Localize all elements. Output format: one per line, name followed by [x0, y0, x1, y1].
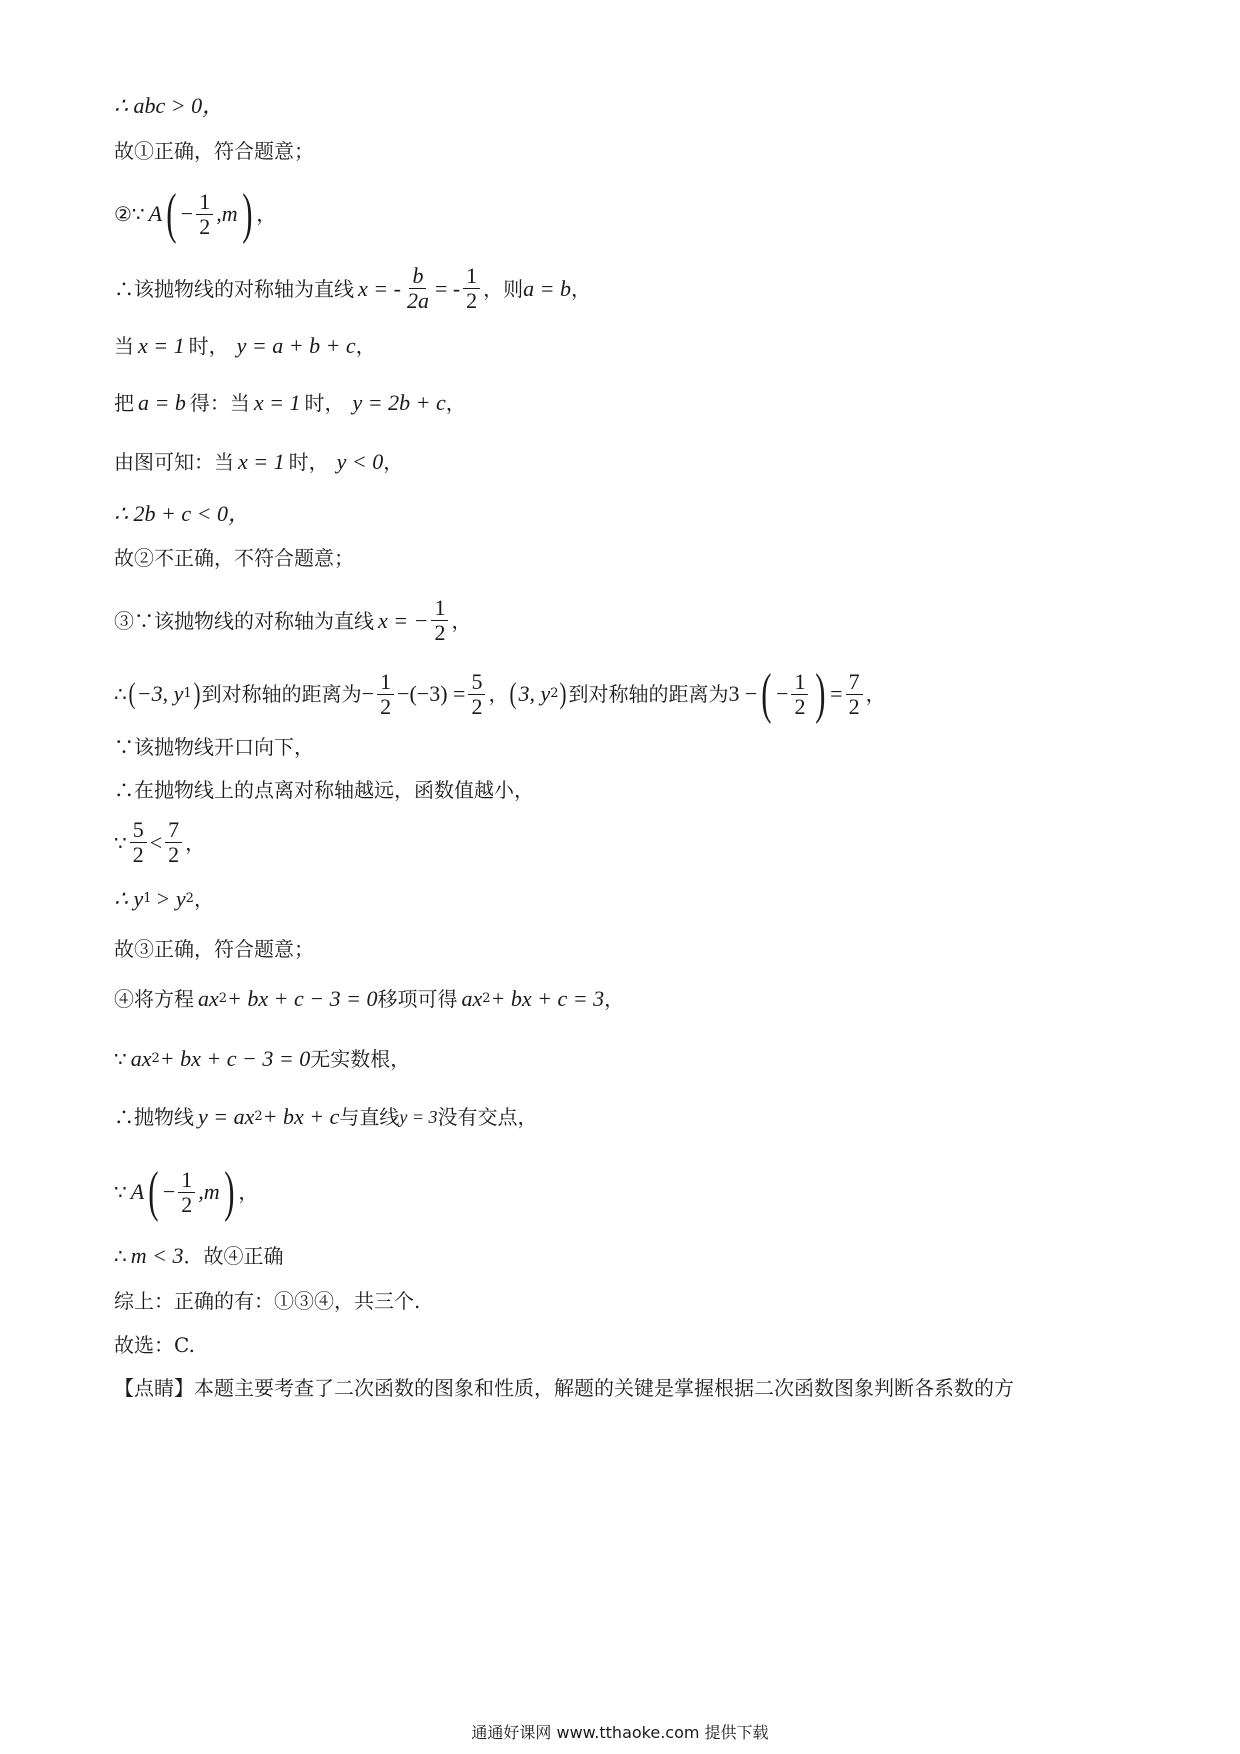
text: y = ax — [198, 1104, 255, 1129]
fraction — [791, 670, 808, 719]
text: 故②不正确，不符合题意； — [114, 546, 354, 570]
text: ， — [865, 682, 886, 706]
line-answer — [114, 1333, 195, 1357]
line-axis — [114, 264, 591, 313]
text: x = - — [358, 275, 401, 301]
minus: − — [162, 1179, 176, 1204]
text: 综上：正确的有：①③④，共三个. — [114, 1289, 421, 1313]
fraction — [377, 670, 394, 719]
text: ，则 — [483, 276, 524, 301]
fraction — [130, 818, 147, 867]
text: ∵该抛物线开口向下， — [114, 735, 314, 759]
numerator: b — [409, 264, 426, 289]
text: a = b — [523, 275, 572, 301]
text: ， — [445, 391, 466, 415]
text: ∴抛物线 — [114, 1105, 194, 1129]
text: ， — [604, 987, 625, 1011]
fraction — [468, 670, 485, 719]
line-no-real-roots — [114, 1047, 410, 1071]
text: 故③正确，符合题意； — [114, 937, 314, 961]
line-y1-gt-y2 — [114, 887, 214, 911]
fraction — [178, 1168, 195, 1217]
superscript: 2 — [218, 991, 228, 1006]
text: ， — [185, 830, 206, 855]
right-paren: ) — [223, 1161, 235, 1223]
denominator: 2 — [794, 693, 806, 719]
line-comment — [114, 1376, 1014, 1400]
superscript: 2 — [482, 991, 491, 1006]
text: 【点睛】本题主要考查了二次函数的图象和性质，解题的关键是掌握根据二次函数图象判断各系数的方 — [114, 1376, 1014, 1400]
text: 得：当 — [189, 391, 250, 415]
line-equation-move — [114, 987, 624, 1011]
text: ②∵ — [114, 202, 145, 226]
fraction — [431, 596, 448, 645]
text: ∵ — [114, 1047, 127, 1071]
denominator: 2 — [181, 1191, 193, 1217]
text: 没有交点， — [437, 1105, 538, 1129]
numerator: 1 — [431, 596, 448, 621]
line-abc-positive — [114, 94, 224, 118]
fraction — [846, 670, 863, 719]
text: ∴该抛物线的对称轴为直线 — [114, 276, 354, 301]
text: ∴ — [114, 1244, 127, 1268]
text: ， — [451, 608, 472, 633]
line-no-intersection — [114, 1105, 538, 1129]
subscript: 2 — [185, 891, 194, 906]
left-paren: ( — [166, 183, 177, 245]
line-conclusion-3 — [114, 937, 314, 961]
text: ， — [383, 450, 404, 474]
line-2b-plus-c — [114, 502, 250, 526]
numerator: 5 — [468, 670, 485, 695]
text: 移项可得 — [377, 987, 458, 1011]
subscript: 1 — [183, 686, 192, 701]
minus: − — [180, 201, 194, 226]
fraction — [196, 190, 213, 239]
minus: − — [776, 681, 789, 706]
line-farther-smaller — [114, 778, 534, 802]
numerator: 1 — [178, 1168, 195, 1193]
text: = - — [434, 275, 461, 301]
denominator: 2 — [380, 693, 392, 719]
numerator: 1 — [377, 670, 394, 695]
text: y = 2b + c — [352, 390, 446, 415]
text: 时， — [188, 334, 229, 358]
text: y < 0 — [336, 449, 384, 474]
text: ,m — [198, 1179, 220, 1204]
denominator: 2 — [471, 693, 483, 719]
right-paren: ) — [815, 663, 826, 725]
line-point-a — [114, 183, 277, 245]
text: 与直线 — [339, 1105, 400, 1129]
text: ， — [355, 334, 376, 358]
text: ∵ — [114, 830, 127, 855]
line-axis-3 — [114, 596, 471, 645]
text: < — [149, 829, 163, 855]
text: x = 1 — [138, 333, 185, 358]
text: > y — [155, 886, 186, 911]
text: 时， — [288, 450, 329, 474]
right-paren: ) — [559, 677, 567, 710]
superscript: 2 — [254, 1109, 263, 1124]
text: 到对称轴的距离为 — [568, 682, 729, 706]
text: y = a + b + c — [236, 333, 356, 358]
right-paren: ) — [193, 677, 201, 710]
subscript: 2 — [550, 686, 559, 701]
text: + bx + c = 3 — [490, 986, 605, 1011]
denominator: 2 — [434, 620, 446, 645]
text: 由图可知：当 — [114, 450, 234, 474]
numerator: 7 — [846, 670, 863, 695]
text: 时， — [304, 391, 345, 415]
text: A — [148, 201, 163, 226]
text: ∴ — [114, 682, 127, 706]
text: y = 3 — [399, 1107, 438, 1127]
denominator: 2 — [168, 842, 180, 867]
text: 3 − — [728, 681, 758, 706]
text: A — [130, 1179, 145, 1204]
line-graph-shows — [114, 450, 403, 474]
numerator: 7 — [165, 818, 182, 843]
text: 把 — [114, 391, 134, 415]
text: + bx + c − 3 = 0 — [227, 986, 378, 1011]
line-conclusion-2 — [114, 546, 354, 570]
fraction — [404, 264, 432, 313]
text: ③∵该抛物线的对称轴为直线 — [114, 608, 374, 633]
numerator: 1 — [463, 264, 480, 289]
text: ， — [488, 682, 509, 706]
text: 到对称轴的距离为 — [201, 682, 362, 706]
text: ， — [571, 276, 592, 301]
denominator: 2 — [132, 842, 144, 867]
minus: − — [361, 681, 375, 706]
numerator: 5 — [130, 818, 147, 843]
text: m < 3 — [130, 1243, 184, 1268]
text: ∴ 2b + c < 0， — [114, 501, 250, 526]
page-footer: 通通好课网 www.tthaoke.com 提供下载 — [471, 1723, 769, 1742]
line-substitute — [114, 391, 466, 415]
numerator: 1 — [196, 190, 213, 215]
line-m-lt-3 — [114, 1244, 283, 1268]
text: ax — [461, 986, 483, 1011]
right-paren: ) — [241, 183, 253, 245]
line-point-a-2 — [114, 1161, 259, 1223]
denominator: 2a — [406, 288, 429, 313]
text: 无实数根， — [310, 1047, 411, 1071]
text: = — [830, 681, 843, 706]
fraction — [463, 264, 480, 313]
line-opens-down — [114, 735, 314, 759]
text: ax — [130, 1046, 152, 1071]
denominator: 2 — [466, 288, 478, 313]
text: 当 — [114, 334, 134, 358]
text: ∴在抛物线上的点离对称轴越远，函数值越小， — [114, 778, 534, 802]
text: ， — [238, 1180, 259, 1204]
line-compare — [114, 818, 205, 867]
text: x = 1 — [238, 449, 285, 474]
text: ∴ y — [114, 886, 144, 911]
text: ．故④正确 — [183, 1244, 284, 1268]
left-paren: ( — [148, 1161, 159, 1223]
text: x = − — [378, 607, 429, 633]
text: ax — [198, 986, 219, 1011]
left-paren: ( — [509, 677, 517, 710]
text: 故①正确，符合题意； — [114, 139, 314, 163]
left-paren: ( — [761, 663, 772, 725]
line-summary — [114, 1289, 420, 1313]
line-x-equals-1 — [114, 334, 376, 358]
superscript: 2 — [151, 1051, 160, 1066]
text: ,m — [216, 201, 238, 226]
comma: ， — [256, 202, 277, 226]
text: x = 1 — [253, 390, 301, 415]
text: 故选：C. — [114, 1333, 195, 1357]
left-paren: ( — [128, 677, 136, 710]
text: 3, y — [518, 681, 551, 706]
denominator: 2 — [848, 693, 860, 719]
text: ， — [193, 887, 214, 911]
subscript: 1 — [143, 891, 152, 906]
denominator: 2 — [199, 213, 211, 239]
line-conclusion-1 — [114, 139, 314, 163]
fraction — [165, 818, 182, 867]
text: ④将方程 — [114, 987, 194, 1011]
text: a = b — [138, 390, 186, 415]
text: + bx + c — [262, 1104, 340, 1129]
text: + bx + c − 3 = 0 — [159, 1046, 311, 1071]
line-distances — [114, 663, 886, 725]
text: −(−3) = — [397, 681, 466, 706]
text: ∴ abc > 0， — [114, 93, 225, 118]
text: ∵ — [114, 1180, 127, 1204]
text: −3, y — [136, 681, 184, 706]
numerator: 1 — [791, 670, 808, 695]
